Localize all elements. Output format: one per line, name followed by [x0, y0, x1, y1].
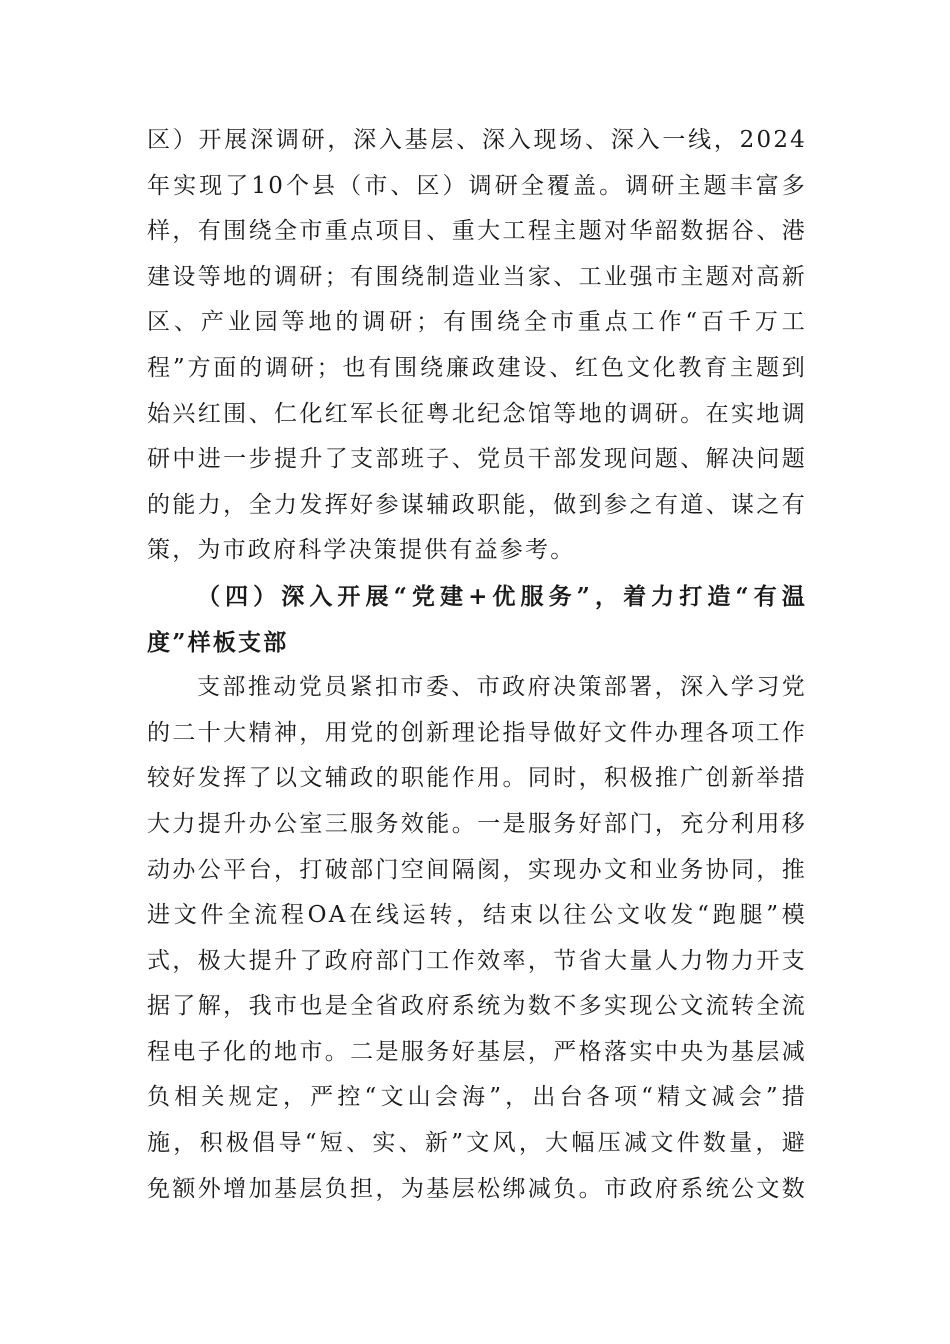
section-heading-4 [147, 574, 807, 665]
heading-line: （四）深入开展“党建+优服务”，着力打造“有温 [197, 582, 807, 610]
paragraph-line: 动办公平台，打破部门空间隔阂，实现办文和业务协同，推 [147, 856, 807, 883]
paragraph-line: 程电子化的地市。二是服务好基层，严格落实中央为基层减 [147, 1038, 807, 1065]
paragraph-line: 样，有围绕全市重点项目、重大工程主题对华韶数据谷、港 [147, 218, 807, 245]
paragraph-line: 年实现了10个县（市、区）调研全覆盖。调研主题丰富多 [147, 172, 807, 199]
paragraph-line: 的二十大精神，用党的创新理论指导做好文件办理各项工作 [147, 719, 807, 746]
paragraph-line: 进文件全流程OA在线运转，结束以往公文收发“跑腿”模 [147, 902, 807, 929]
paragraph-line: 的能力，全力发挥好参谋辅政职能，做到参之有道、谋之有 [147, 491, 807, 518]
paragraph-line: 研中进一步提升了支部班子、党员干部发现问题、解决问题 [147, 446, 807, 473]
paragraph-line: 区、产业园等地的调研；有围绕全市重点工作“百千万工 [147, 309, 807, 336]
paragraph-line: 支部推动党员紧扣市委、市政府决策部署，深入学习党 [197, 674, 807, 701]
paragraph-line: 策，为市政府科学决策提供有益参考。 [147, 537, 576, 564]
paragraph-line: 区）开展深调研，深入基层、深入现场、深入一线，2024 [147, 127, 807, 153]
document-body [147, 118, 807, 1212]
paragraph-line: 施，积极倡导“短、实、新”文风，大幅压减文件数量，避 [147, 1130, 807, 1157]
paragraph-line: 较好发挥了以文辅政的职能作用。同时，积极推广创新举措 [147, 765, 807, 792]
paragraph-line: 负相关规定，严控“文山会海”，出台各项“精文减会”措 [147, 1084, 807, 1111]
heading-line: 度”样板支部 [147, 628, 289, 656]
paragraph-line: 程”方面的调研；也有围绕廉政建设、红色文化教育主题到 [147, 354, 807, 381]
paragraph-research [147, 118, 807, 574]
paragraph-line: 始兴红围、仁化红军长征粤北纪念馆等地的调研。在实地调 [147, 400, 807, 427]
paragraph-line: 据了解，我市也是全省政府系统为数不多实现公文流转全流 [147, 993, 807, 1020]
paragraph-line: 式，极大提升了政府部门工作效率，节省大量人力物力开支 [147, 947, 807, 974]
paragraph-line: 免额外增加基层负担，为基层松绑减负。市政府系统公文数 [147, 1175, 807, 1202]
paragraph-line: 大力提升办公室三服务效能。一是服务好部门，充分利用移 [147, 810, 807, 837]
paragraph-line: 建设等地的调研；有围绕制造业当家、工业强市主题对高新 [147, 263, 807, 290]
paragraph-service [147, 665, 807, 1212]
